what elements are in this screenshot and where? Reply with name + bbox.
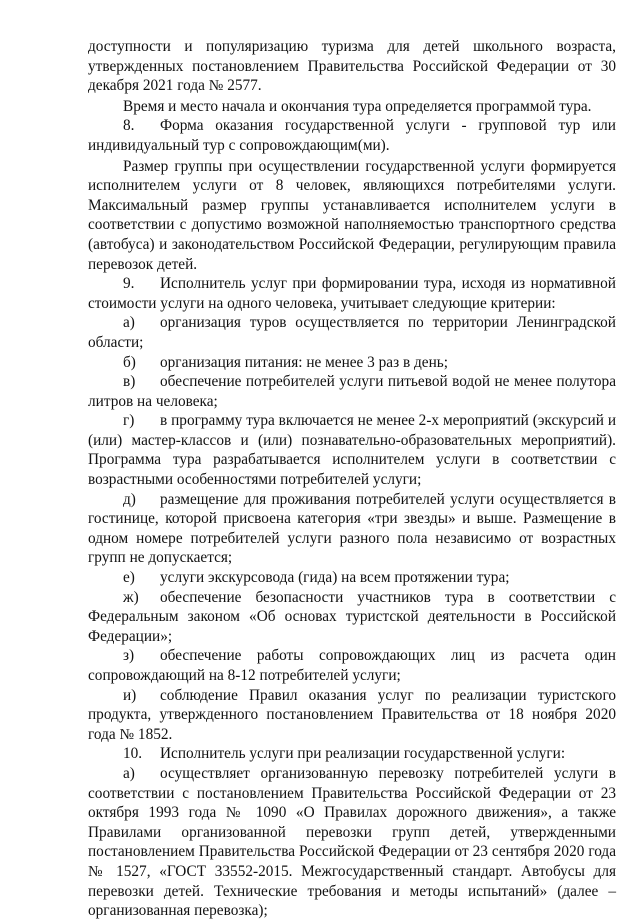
list-item-text: услуги экскурсовода (гида) на всем протяжении тура; — [160, 569, 510, 587]
list-item-letter: г) — [123, 412, 135, 430]
paragraph-text: Размер группы при осуществлении государственной услуги формируется исполнителем услуги от 8 человек, являющихся потребителями услуги. Максимальный размер группы устанавливается исполнителем услуги в соответствии с допустимо возможной наполняемостью транспортного средства (автобуса) и законодательством Российской Федерации, регулирующим правила перевозок детей. — [88, 157, 616, 273]
list-item-letter: е) — [123, 569, 135, 587]
paragraph-text: доступности и популяризацию туризма для детей школьного возраста, утвержденных постановлением Правительства Российской Федерации от 30 декабря 2021 года № 2577. — [88, 38, 616, 95]
paragraph-number: 10. — [123, 745, 143, 763]
list-item-9z — [88, 646, 616, 685]
paragraph-text: Исполнитель услуги при реализации государственной услуги: — [160, 745, 566, 763]
list-item-text: осуществляет организованную перевозку потребителей услуги в соответствии с постановлением Правительства Российской Федерации от 23 октября 1993 года № 1090 «О Правилах дорожного движения», а также Правилами организованной перевозки групп детей, утвержденными постановлением Правительства Российской Федерации от 23 сентября 2020 года № 1527, «ГОСТ 33552-2015. Межгосударственный стандарт. Автобусы для перевозки детей. Технические требования и методы испытаний» (далее – организованная перевозка); — [88, 764, 616, 920]
paragraph-9 — [88, 274, 616, 313]
list-item-letter: в) — [123, 373, 136, 391]
list-item-letter: ж) — [123, 588, 139, 606]
list-item-9e — [88, 568, 616, 588]
list-item-text: обеспечение потребителей услуги питьевой водой не менее полутора литров на человека; — [88, 373, 616, 410]
list-item-9g — [88, 411, 616, 489]
paragraph-text: Время и место начала и окончания тура определяется программой тура. — [123, 97, 592, 115]
list-item-letter: а) — [123, 764, 135, 782]
list-item-text: обеспечение безопасности участников тура в соответствии с Федеральным законом «Об основах туристской деятельности в Российской Федерации»; — [88, 588, 616, 645]
list-item-text: обеспечение работы сопровождающих лиц из расчета один сопровождающий на 8-12 потребителей услуги; — [88, 647, 616, 684]
list-item-9a — [88, 313, 616, 352]
list-item-9v — [88, 372, 616, 411]
paragraph-group-size — [88, 157, 616, 275]
paragraph-continuation — [88, 37, 616, 96]
list-item-text: соблюдение Правил оказания услуг по реализации туристского продукта, утвержденного постановлением Правительства от 18 ноября 2020 года № 1852. — [88, 686, 616, 743]
list-item-9i — [88, 686, 616, 745]
paragraph-number: 8. — [123, 117, 135, 135]
list-item-letter: и) — [123, 686, 137, 704]
paragraph-8 — [88, 116, 616, 155]
list-item-9b — [88, 353, 616, 373]
paragraph-10 — [88, 744, 616, 764]
paragraph-text: Форма оказания государственной услуги - групповой тур или индивидуальный тур с сопровождающим(ми). — [88, 117, 616, 154]
list-item-9zh — [88, 588, 616, 647]
list-item-letter: д) — [123, 490, 136, 508]
list-item-text: организация туров осуществляется по территории Ленинградской области; — [88, 314, 616, 351]
paragraph-tour-time — [88, 97, 616, 117]
list-item-10a — [88, 764, 616, 921]
list-item-text: размещение для проживания потребителей услуги осуществляется в гостинице, которой присвоена категория «три звезды» и выше. Размещение в одном номере потребителей услуги разного пола независимо от возрастных групп не допускается; — [88, 490, 616, 567]
list-item-text: организация питания: не менее 3 раз в день; — [160, 353, 448, 371]
paragraph-text: Исполнитель услуг при формировании тура, исходя из нормативной стоимости услуги на одного человека, учитывает следующие критерии: — [88, 275, 616, 312]
list-item-9d — [88, 490, 616, 568]
list-item-letter: з) — [123, 647, 135, 665]
list-item-letter: б) — [123, 353, 136, 371]
list-item-letter: а) — [123, 314, 135, 332]
list-item-text: в программу тура включается не менее 2-х мероприятий (экскурсий и (или) мастер-классов и (или) познавательно-образовательных мероприятий). Программа тура разрабатывается исполнителем услуги в соответствии с возрастными особенностями потребителей услуги; — [88, 412, 616, 489]
paragraph-number: 9. — [123, 275, 135, 293]
document-body — [88, 37, 616, 921]
